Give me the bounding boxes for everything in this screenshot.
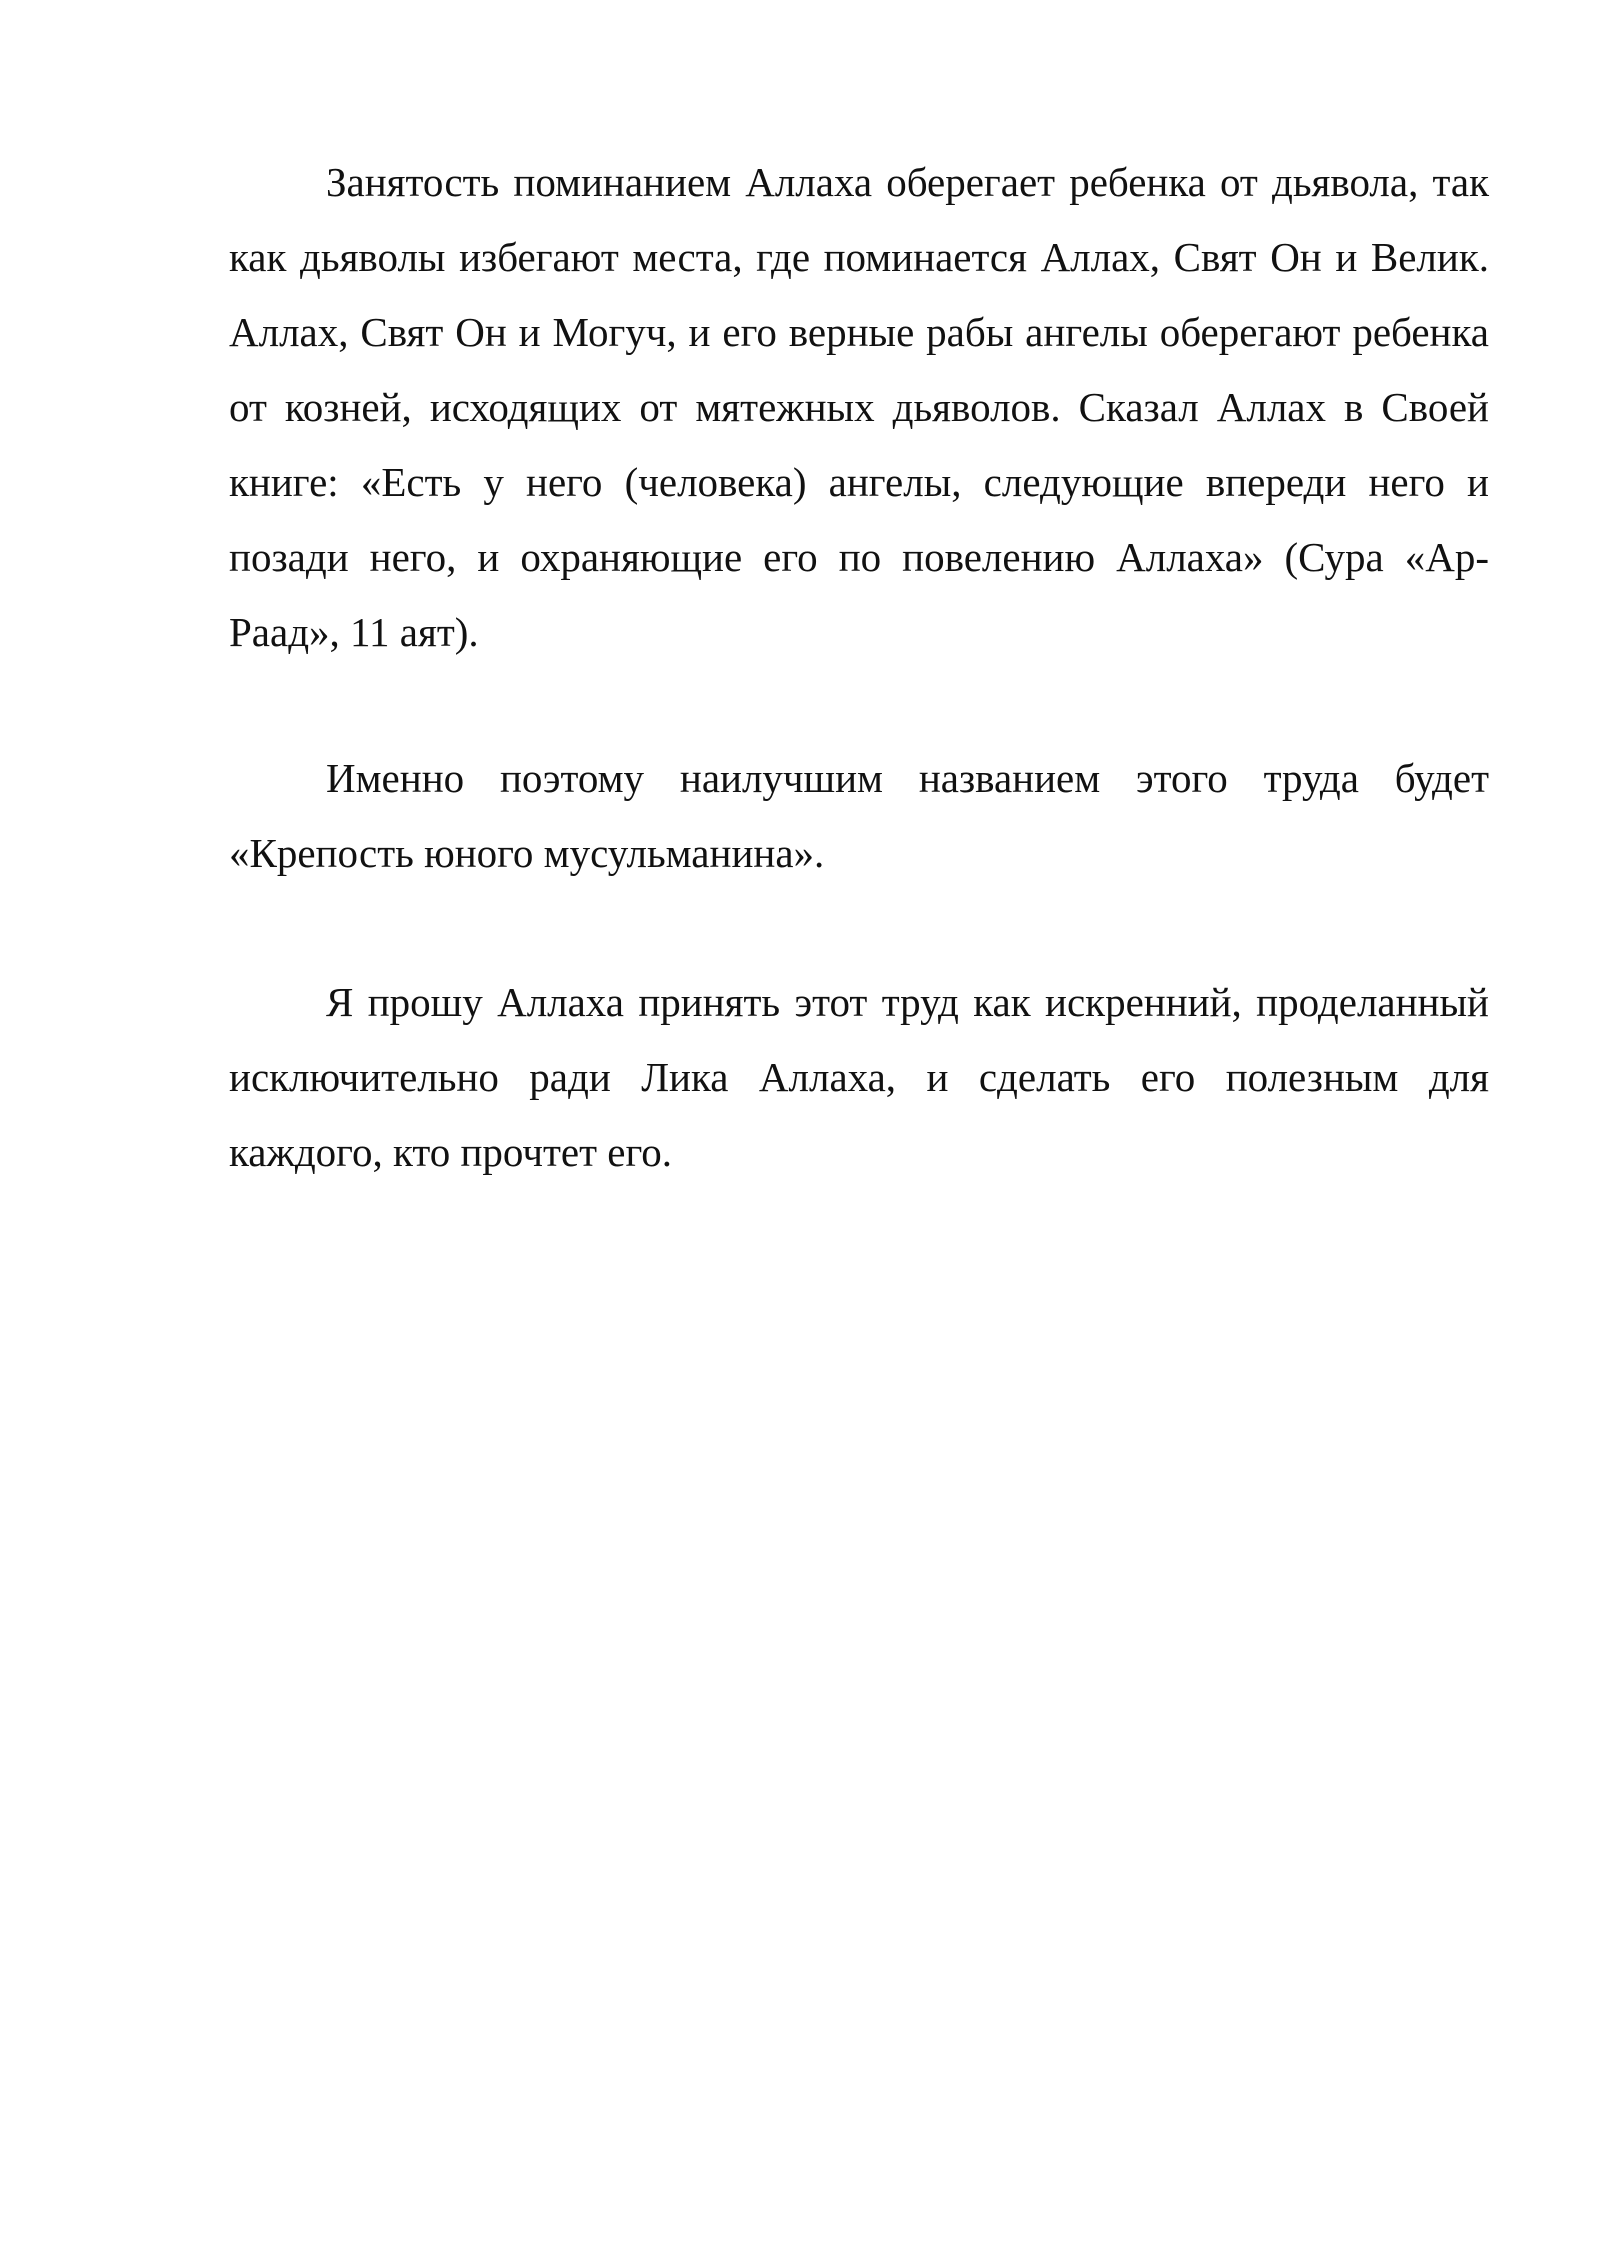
paragraph-closing-prayer: Я прошу Аллаха принять этот труд как искренний, проделанный исключительно ради Лика Аллаха, и сделать его полезным для каждого, кто прочтет его. [229, 979, 1489, 1175]
paragraph-remembrance-protection: Занятость поминанием Аллаха оберегает ребенка от дьявола, так как дьяволы избегают места, где поминается Аллах, Свят Он и Велик. Аллах, Свят Он и Могуч, и его верные рабы ангелы оберегают ребенка от козней, исходящих от мятежных дьяволов. Сказал Аллах в Своей книге: «Есть у него (человека) ангелы, следующие впереди него и позади него, и охраняющие его по повелению Аллаха» (Сура «Ар-Раад», 11 аят). [229, 159, 1489, 655]
paragraph-book-title: Именно поэтому наилучшим названием этого труда будет «Крепость юного мусульманина». [229, 755, 1489, 876]
